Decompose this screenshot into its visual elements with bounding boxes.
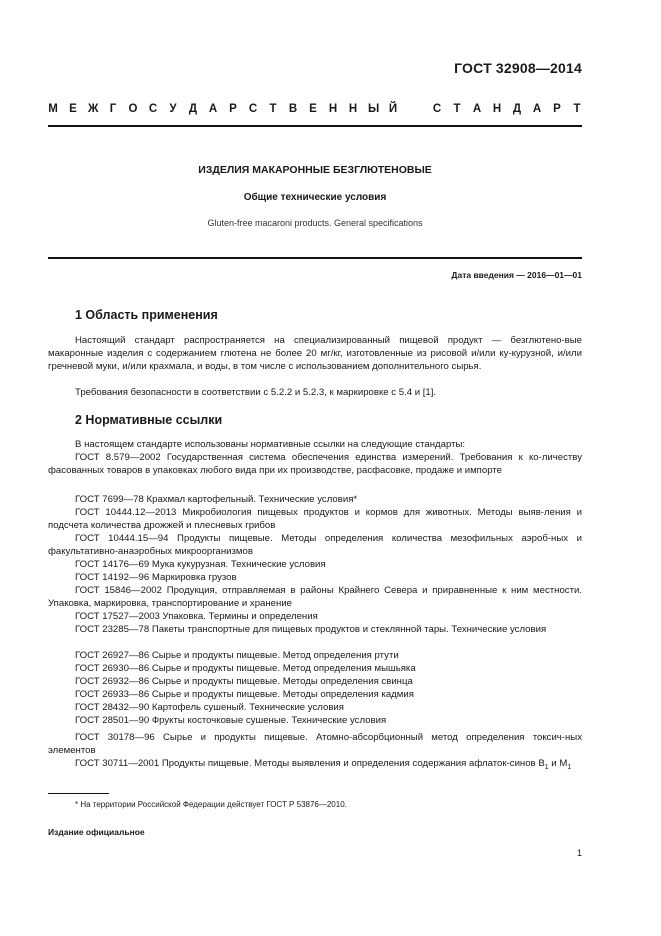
reference-subscript: 1: [544, 763, 549, 771]
banner-word2-letter: А: [472, 103, 482, 115]
reference-item: ГОСТ 30178—96 Сырье и продукты пищевые. Атомно-абсорбционный метод определения токсич-ных элементов: [48, 732, 582, 756]
banner-word1-letter: Н: [328, 103, 338, 115]
reference-item: ГОСТ 10444.12—2013 Микробиология пищевых продуктов и кормов для животных. Методы выяв-ления и подсчета количества дрожжей и плесневых грибов: [48, 507, 582, 531]
standard-banner: [48, 103, 582, 115]
edition-note: Издание официальное: [48, 827, 145, 837]
footnote: * На территории Российской Федерации действует ГОСТ Р 53876—2010.: [75, 800, 347, 809]
banner-word1-letter: Р: [229, 103, 237, 115]
banner-word1-letter: У: [169, 103, 177, 115]
section-1-paragraph-1: Настоящий стандарт распространяется на специализированный пищевой продукт — безглютено-вые макаронные изделия с содержанием глютена не более 20 мг/кг, изготовленные из рисовой и/или ку-курузной, и/или гречневой муки, и/или крахмала, и воды, в том числе с использованием дополнительного сырья.: [48, 335, 582, 372]
reference-text: ГОСТ 30711—2001 Продукты пищевые. Методы выявления и определения содержания афлаток-синов B: [75, 758, 545, 769]
reference-item: ГОСТ 26927—86 Сырье и продукты пищевые. Метод определения ртути: [75, 650, 399, 661]
banner-word1-letter: Д: [188, 103, 198, 115]
banner-word1-letter: Г: [109, 103, 117, 115]
reference-item: ГОСТ 15846—2002 Продукция, отправляемая в районы Крайнего Севера и приравненные к ним местности. Упаковка, маркировка, транспортирование и хранение: [48, 585, 582, 609]
reference-item: ГОСТ 17527—2003 Упаковка. Термины и определения: [75, 611, 318, 622]
reference-item: [48, 757, 582, 770]
reference-text: и M: [548, 758, 568, 769]
footnote-rule: [48, 793, 109, 794]
banner-word1-letter: Ы: [368, 103, 380, 115]
banner-word1-letter: В: [288, 103, 298, 115]
section-1-paragraph-2: Требования безопасности в соответствии с 5.2.2 и 5.2.3, к маркировке с 5.4 и [1].: [75, 387, 437, 398]
section-1-heading: 1 Область применения: [75, 308, 218, 322]
reference-item: ГОСТ 26932—86 Сырье и продукты пищевые. Методы определения свинца: [75, 676, 413, 687]
page-number: 1: [576, 848, 582, 858]
reference-item: ГОСТ 28501—90 Фрукты косточковые сушеные. Технические условия: [75, 715, 387, 726]
banner-word2-letter: А: [532, 103, 542, 115]
banner-word1-letter: Й: [388, 103, 398, 115]
reference-item: ГОСТ 23285—78 Пакеты транспортные для пищевых продуктов и стеклянной тары. Технические условия: [75, 624, 547, 635]
banner-word1-letter: Т: [269, 103, 277, 115]
banner-word1-letter: Е: [309, 103, 317, 115]
banner-word1-letter: М: [48, 103, 58, 115]
banner-word1-letter: С: [148, 103, 158, 115]
banner-word1-letter: Ж: [88, 103, 99, 115]
top-rule: [48, 125, 582, 127]
standard-code: ГОСТ 32908—2014: [454, 60, 582, 76]
banner-word1-letter: О: [128, 103, 138, 115]
english-title: Gluten-free macaroni products. General specifications: [207, 218, 423, 228]
reference-item: ГОСТ 14176—69 Мука кукурузная. Технические условия: [75, 559, 326, 570]
banner-word2-letter: Н: [492, 103, 502, 115]
reference-item: ГОСТ 10444.15—94 Продукты пищевые. Методы определения количества мезофильных аэроб-ных и факультативно-анаэробных микроорганизмов: [48, 533, 582, 557]
reference-item: ГОСТ 14192—96 Маркировка грузов: [75, 572, 237, 583]
document-subtitle: Общие технические условия: [243, 192, 387, 203]
reference-item: ГОСТ 26930—86 Сырье и продукты пищевые. Метод определения мышьяка: [75, 663, 416, 674]
reference-subscript: 1: [567, 763, 572, 771]
reference-item: ГОСТ 28432—90 Картофель сушеный. Технические условия: [75, 702, 344, 713]
banner-word1-letter: Н: [348, 103, 358, 115]
title-rule: [48, 257, 582, 259]
banner-word2-letter: Д: [512, 103, 522, 115]
banner-word2-letter: Т: [453, 103, 461, 115]
section-2-intro: В настоящем стандарте использованы нормативные ссылки на следующие стандарты:: [75, 439, 466, 450]
reference-item: ГОСТ 8.579—2002 Государственная система обеспечения единства измерений. Требования к ко-личеству фасованных товаров в упаковках любого вида при их производстве, расфасовке, продаже и импорте: [48, 452, 582, 476]
banner-word1-letter: С: [248, 103, 258, 115]
reference-item: ГОСТ 26933—86 Сырье и продукты пищевые. Методы определения кадмия: [75, 689, 414, 700]
introduction-date: Дата введения — 2016—01—01: [451, 270, 582, 280]
banner-word2-letter: С: [432, 103, 442, 115]
banner-word1-letter: А: [208, 103, 218, 115]
reference-item: ГОСТ 7699—78 Крахмал картофельный. Технические условия*: [75, 494, 358, 505]
document-title: ИЗДЕЛИЯ МАКАРОННЫЕ БЕЗГЛЮТЕНОВЫЕ: [198, 164, 432, 176]
banner-word2-letter: Т: [573, 103, 581, 115]
banner-word1-letter: Е: [69, 103, 77, 115]
section-2-heading: 2 Нормативные ссылки: [75, 413, 223, 427]
banner-word2-letter: Р: [553, 103, 561, 115]
